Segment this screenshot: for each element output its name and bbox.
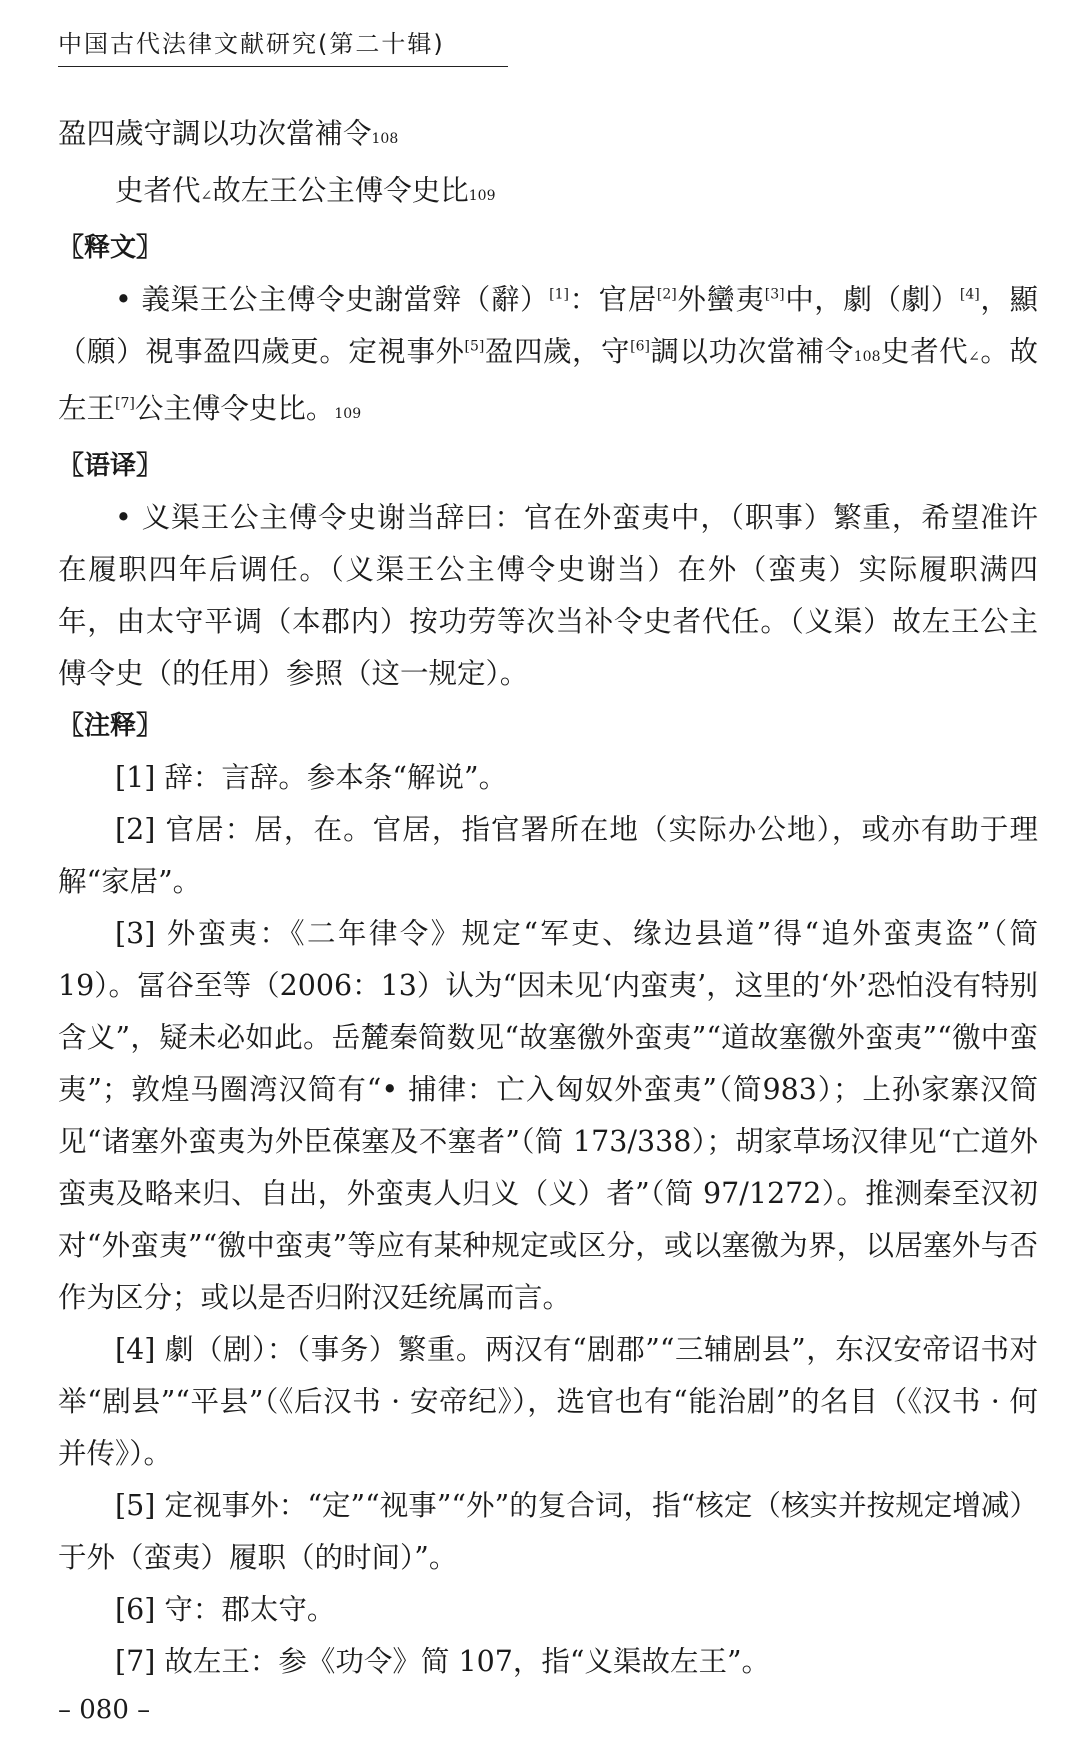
note-item-6: [6] 守：郡太守。 bbox=[115, 1593, 336, 1626]
transcription-paragraph: • 義渠王公主傅令史謝當辤（辭）[1]：官居[2]外蠻夷[3]中，劇（劇）[4]，顯（願）視事盈四歲更。定視事外[5]盈四歲，守[6]調以功次當補令108史者代∠。故左王[7]公主傅令史比。109 bbox=[58, 283, 1038, 425]
translation-paragraph: • 义渠王公主傅令史谢当辞曰：官在外蛮夷中，（职事）繁重，希望准许在履职四年后调任。（义渠王公主傅令史谢当）在外（蛮夷）实际履职满四年，由太守平调（本郡内）按功劳等次当补令史者代任。（义渠）故左王公主傅令史（的任用）参照（这一规定）。 bbox=[58, 501, 1038, 690]
page-body bbox=[58, 108, 1038, 1688]
section-heading-yuyi: 〖语译〗 bbox=[58, 451, 163, 481]
section-heading-zhushi: 〖注释〗 bbox=[58, 711, 163, 741]
original-text-line-1: 盈四歲守調以功次當補令108 bbox=[58, 117, 399, 150]
note-item-4: [4] 劇（剧）：（事务）繁重。两汉有“剧郡”“三辅剧县”，东汉安帝诏书对举“剧县”“平县”（《后汉书 · 安帝纪》），选官也有“能治剧”的名目（《汉书 · 何并传》）。 bbox=[58, 1333, 1038, 1470]
running-header: 中国古代法律文献研究(第二十辑) bbox=[58, 26, 508, 67]
note-item-7: [7] 故左王：参《功令》简 107，指“义渠故左王”。 bbox=[115, 1645, 771, 1678]
note-item-3: [3] 外蛮夷：《二年律令》规定“军吏、缘边县道”得“追外蛮夷盗”（简 19）。冨谷至等（2006：13）认为“因未见‘内蛮夷’，这里的‘外’恐怕没有特别含义”，疑未必如此。岳麓秦简数见“故塞徼外蛮夷”“道故塞徼外蛮夷”“徼中蛮夷”；敦煌马圈湾汉简有“• 捕律：亡入匈奴外蛮夷”（简983）；上孙家寨汉简见“诸塞外蛮夷为外臣葆塞及不塞者”（简 173/338）；胡家草场汉律见“亡道外蛮夷及略来归、自出，外蛮夷人归义（义）者”（简 97/1272）。推测秦至汉初对“外蛮夷”“徼中蛮夷”等应有某种规定或区分，或以塞徼为界，以居塞外与否作为区分；或以是否归附汉廷统属而言。 bbox=[58, 917, 1038, 1314]
note-item-5: [5] 定视事外：“定”“视事”“外”的复合词，指“核定（核实并按规定增减）于外（蛮夷）履职（的时间）”。 bbox=[58, 1489, 1038, 1574]
note-item-2: [2] 官居：居，在。官居，指官署所在地（实际办公地），或亦有助于理解“家居”。 bbox=[58, 813, 1038, 898]
note-item-1: [1] 辞：言辞。参本条“解说”。 bbox=[115, 761, 508, 794]
page-number: – 080 – bbox=[58, 1695, 151, 1725]
original-text-line-2: 史者代∠故左王公主傅令史比109 bbox=[115, 174, 496, 207]
section-heading-shiwen: 〖释文〗 bbox=[58, 233, 163, 263]
